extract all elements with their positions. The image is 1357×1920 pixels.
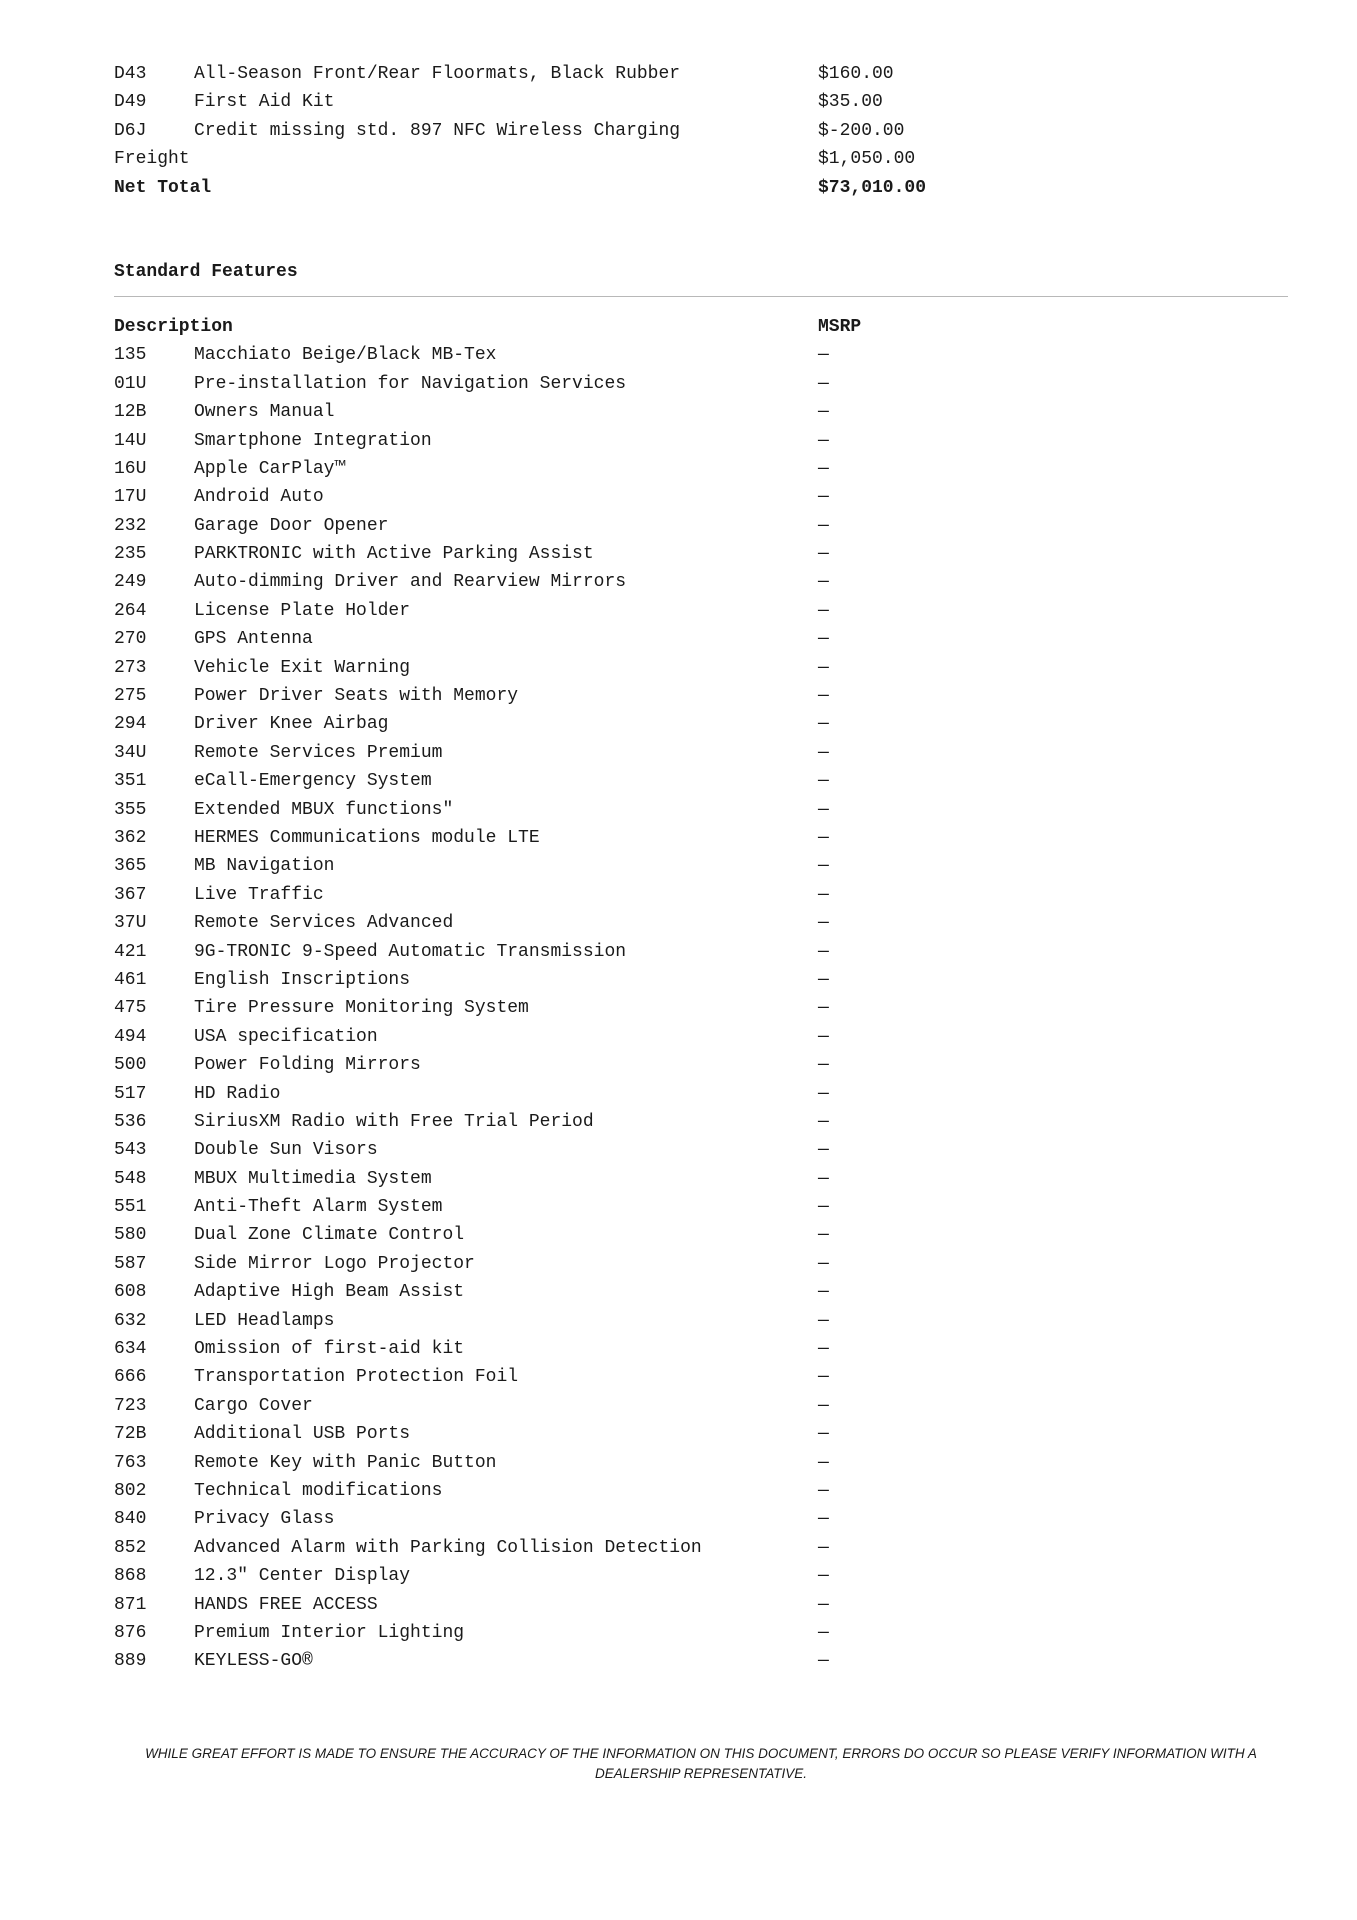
feature-code: 367 — [114, 884, 147, 905]
feature-code: 264 — [114, 600, 147, 621]
disclaimer: WHILE GREAT EFFORT IS MADE TO ENSURE THE ACCURACY OF THE INFORMATION ON THIS DOCUMENT, ERRORS DO OCCUR SO PLEASE VERIFY INFORMATION WITH A DEALERSHIP REPRESENTATIVE. — [145, 1746, 1257, 1781]
feature-msrp: — — [818, 742, 829, 763]
feature-description: Remote Services Premium — [194, 742, 443, 763]
freight-label: Freight — [114, 149, 190, 170]
feature-msrp: — — [818, 714, 829, 735]
feature-msrp: — — [818, 458, 829, 479]
feature-code: 548 — [114, 1168, 147, 1189]
feature-row — [114, 710, 1288, 738]
feature-row — [114, 370, 1288, 398]
feature-description: eCall-Emergency System — [194, 771, 432, 792]
feature-msrp: — — [818, 1055, 829, 1076]
feature-code: 362 — [114, 827, 147, 848]
feature-row — [114, 1619, 1288, 1647]
feature-description: Tire Pressure Monitoring System — [194, 998, 529, 1019]
feature-code: 14U — [114, 430, 147, 451]
feature-description: English Inscriptions — [194, 969, 411, 990]
feature-msrp: — — [818, 827, 829, 848]
option-row — [114, 117, 1288, 145]
net-total-value: $73,010.00 — [818, 177, 927, 198]
option-msrp: $160.00 — [818, 64, 894, 84]
feature-description: Premium Interior Lighting — [194, 1622, 465, 1643]
feature-msrp: — — [818, 1480, 829, 1501]
feature-code: 666 — [114, 1367, 147, 1388]
feature-code: 16U — [114, 458, 147, 479]
feature-row — [114, 739, 1288, 767]
feature-code: 868 — [114, 1566, 147, 1587]
feature-code: 365 — [114, 856, 147, 877]
feature-description: Double Sun Visors — [194, 1140, 378, 1161]
feature-msrp: — — [818, 430, 829, 451]
feature-description: Smartphone Integration — [194, 430, 432, 451]
feature-row — [114, 938, 1288, 966]
feature-row — [114, 427, 1288, 455]
feature-code: 249 — [114, 572, 147, 593]
feature-msrp: — — [818, 913, 829, 934]
feature-description: Pre-installation for Navigation Services — [194, 373, 627, 394]
feature-msrp: — — [818, 1509, 829, 1530]
feature-row — [114, 1307, 1288, 1335]
feature-msrp: — — [818, 629, 829, 650]
feature-description: Dual Zone Climate Control — [194, 1225, 465, 1246]
feature-description: MBUX Multimedia System — [194, 1168, 432, 1189]
feature-code: 37U — [114, 913, 147, 934]
freight-row — [114, 145, 1288, 173]
feature-code: 461 — [114, 969, 147, 990]
section-divider — [114, 296, 1288, 297]
feature-description: PARKTRONIC with Active Parking Assist — [194, 544, 594, 565]
feature-description: Macchiato Beige/Black MB-Tex — [194, 345, 497, 366]
feature-description: Extended MBUX functions" — [194, 799, 454, 820]
feature-description: Transportation Protection Foil — [194, 1367, 519, 1388]
feature-msrp: — — [818, 402, 829, 423]
feature-row — [114, 1136, 1288, 1164]
feature-msrp: — — [818, 1225, 829, 1246]
feature-description: Side Mirror Logo Projector — [194, 1253, 475, 1274]
feature-row — [114, 398, 1288, 426]
feature-description: 12.3" Center Display — [194, 1566, 411, 1587]
feature-code: 876 — [114, 1622, 147, 1643]
feature-msrp: — — [818, 544, 829, 565]
feature-msrp: — — [818, 1594, 829, 1615]
feature-description: Anti-Theft Alarm System — [194, 1197, 443, 1218]
feature-code: 517 — [114, 1083, 147, 1104]
feature-description: 9G-TRONIC 9-Speed Automatic Transmission — [194, 941, 627, 962]
feature-row — [114, 341, 1288, 369]
document-page — [114, 60, 1288, 1676]
feature-msrp: — — [818, 1253, 829, 1274]
net-total-label: Net Total — [114, 177, 212, 198]
feature-row — [114, 909, 1288, 937]
feature-row — [114, 1165, 1288, 1193]
feature-msrp: — — [818, 1395, 829, 1416]
feature-row — [114, 568, 1288, 596]
feature-description: Garage Door Opener — [194, 515, 389, 536]
feature-description: HD Radio — [194, 1083, 281, 1104]
feature-description: HERMES Communications module LTE — [194, 827, 540, 848]
feature-row — [114, 1221, 1288, 1249]
feature-row — [114, 455, 1288, 483]
feature-code: 235 — [114, 544, 147, 565]
column-header-msrp: MSRP — [818, 316, 862, 337]
feature-code: 634 — [114, 1339, 147, 1360]
option-row — [114, 88, 1288, 116]
feature-code: 12B — [114, 402, 147, 423]
feature-code: 763 — [114, 1452, 147, 1473]
feature-row — [114, 1505, 1288, 1533]
feature-row — [114, 852, 1288, 880]
option-code: D49 — [114, 92, 147, 113]
feature-row — [114, 1250, 1288, 1278]
option-code: D6J — [114, 120, 147, 141]
feature-code: 889 — [114, 1651, 147, 1672]
feature-row — [114, 824, 1288, 852]
option-msrp: $35.00 — [818, 92, 883, 113]
feature-msrp: — — [818, 998, 829, 1019]
option-code: D43 — [114, 64, 147, 84]
options-list — [114, 60, 1288, 202]
feature-description: Privacy Glass — [194, 1509, 335, 1530]
feature-msrp: — — [818, 1140, 829, 1161]
feature-msrp: — — [818, 373, 829, 394]
feature-code: 135 — [114, 345, 147, 366]
feature-row — [114, 1335, 1288, 1363]
feature-code: 34U — [114, 742, 147, 763]
feature-row — [114, 881, 1288, 909]
feature-code: 840 — [114, 1509, 147, 1530]
feature-description: Cargo Cover — [194, 1395, 313, 1416]
feature-row — [114, 1108, 1288, 1136]
feature-code: 723 — [114, 1395, 147, 1416]
feature-description: Owners Manual — [194, 402, 335, 423]
option-description: Credit missing std. 897 NFC Wireless Charging — [194, 120, 681, 141]
feature-msrp: — — [818, 1622, 829, 1643]
feature-description: License Plate Holder — [194, 600, 411, 621]
feature-msrp: — — [818, 487, 829, 508]
feature-row — [114, 512, 1288, 540]
feature-msrp: — — [818, 969, 829, 990]
feature-description: Remote Services Advanced — [194, 913, 454, 934]
feature-description: Omission of first-aid kit — [194, 1339, 465, 1360]
feature-msrp: — — [818, 1339, 829, 1360]
feature-msrp: — — [818, 1424, 829, 1445]
feature-row — [114, 682, 1288, 710]
feature-description: Power Driver Seats with Memory — [194, 686, 519, 707]
feature-msrp: — — [818, 1168, 829, 1189]
feature-code: 275 — [114, 686, 147, 707]
feature-msrp: — — [818, 771, 829, 792]
feature-msrp: — — [818, 884, 829, 905]
feature-description: KEYLESS-GO® — [194, 1651, 313, 1672]
feature-msrp: — — [818, 1083, 829, 1104]
feature-code: 273 — [114, 657, 147, 678]
feature-code: 01U — [114, 373, 147, 394]
feature-row — [114, 1477, 1288, 1505]
feature-description: USA specification — [194, 1026, 378, 1047]
feature-description: Technical modifications — [194, 1480, 443, 1501]
feature-row — [114, 1449, 1288, 1477]
feature-code: 270 — [114, 629, 147, 650]
feature-msrp: — — [818, 1282, 829, 1303]
feature-description: HANDS FREE ACCESS — [194, 1594, 378, 1615]
feature-description: LED Headlamps — [194, 1310, 335, 1331]
column-header-description: Description — [114, 316, 233, 337]
feature-row — [114, 540, 1288, 568]
feature-code: 543 — [114, 1140, 147, 1161]
option-msrp: $-200.00 — [818, 120, 905, 141]
feature-row — [114, 654, 1288, 682]
feature-row — [114, 966, 1288, 994]
feature-row — [114, 1591, 1288, 1619]
feature-code: 355 — [114, 799, 147, 820]
feature-msrp: — — [818, 1197, 829, 1218]
feature-msrp: — — [818, 600, 829, 621]
feature-msrp: — — [818, 572, 829, 593]
feature-code: 632 — [114, 1310, 147, 1331]
feature-description: MB Navigation — [194, 856, 335, 877]
feature-code: 500 — [114, 1055, 147, 1076]
feature-code: 580 — [114, 1225, 147, 1246]
feature-msrp: — — [818, 1026, 829, 1047]
net-total-row — [114, 174, 1288, 202]
feature-code: 351 — [114, 771, 147, 792]
feature-msrp: — — [818, 1111, 829, 1132]
feature-code: 232 — [114, 515, 147, 536]
feature-code: 551 — [114, 1197, 147, 1218]
feature-description: Android Auto — [194, 487, 324, 508]
feature-code: 72B — [114, 1424, 147, 1445]
feature-msrp: — — [818, 657, 829, 678]
feature-description: GPS Antenna — [194, 629, 313, 650]
freight-value: $1,050.00 — [818, 149, 916, 170]
feature-description: Apple CarPlay™ — [194, 458, 346, 479]
feature-msrp: — — [818, 799, 829, 820]
feature-msrp: — — [818, 515, 829, 536]
feature-row — [114, 1023, 1288, 1051]
features-table-header — [114, 313, 1288, 341]
feature-description: Auto-dimming Driver and Rearview Mirrors — [194, 572, 627, 593]
feature-row — [114, 1647, 1288, 1675]
feature-row — [114, 597, 1288, 625]
feature-code: 608 — [114, 1282, 147, 1303]
feature-description: Live Traffic — [194, 884, 324, 905]
feature-row — [114, 767, 1288, 795]
feature-msrp: — — [818, 686, 829, 707]
feature-row — [114, 796, 1288, 824]
feature-code: 17U — [114, 487, 147, 508]
feature-code: 871 — [114, 1594, 147, 1615]
feature-row — [114, 1363, 1288, 1391]
feature-row — [114, 1534, 1288, 1562]
feature-msrp: — — [818, 1651, 829, 1672]
feature-row — [114, 1392, 1288, 1420]
feature-row — [114, 1420, 1288, 1448]
feature-row — [114, 994, 1288, 1022]
feature-row — [114, 1562, 1288, 1590]
feature-code: 852 — [114, 1537, 147, 1558]
feature-row — [114, 1051, 1288, 1079]
feature-msrp: — — [818, 345, 829, 366]
feature-description: Remote Key with Panic Button — [194, 1452, 497, 1473]
feature-row — [114, 483, 1288, 511]
option-description: First Aid Kit — [194, 92, 335, 113]
feature-msrp: — — [818, 1566, 829, 1587]
feature-code: 587 — [114, 1253, 147, 1274]
option-description: All-Season Front/Rear Floormats, Black Rubber — [194, 64, 681, 84]
feature-msrp: — — [818, 941, 829, 962]
feature-description: SiriusXM Radio with Free Trial Period — [194, 1111, 594, 1132]
feature-msrp: — — [818, 856, 829, 877]
feature-description: Power Folding Mirrors — [194, 1055, 421, 1076]
feature-row — [114, 1080, 1288, 1108]
feature-description: Additional USB Ports — [194, 1424, 411, 1445]
feature-code: 475 — [114, 998, 147, 1019]
feature-code: 802 — [114, 1480, 147, 1501]
feature-code: 294 — [114, 714, 147, 735]
feature-description: Vehicle Exit Warning — [194, 657, 411, 678]
feature-row — [114, 1193, 1288, 1221]
feature-msrp: — — [818, 1367, 829, 1388]
feature-description: Adaptive High Beam Assist — [194, 1282, 465, 1303]
feature-row — [114, 625, 1288, 653]
feature-code: 536 — [114, 1111, 147, 1132]
feature-description: Advanced Alarm with Parking Collision Detection — [194, 1537, 702, 1558]
feature-description: Driver Knee Airbag — [194, 714, 389, 735]
feature-row — [114, 1278, 1288, 1306]
feature-msrp: — — [818, 1310, 829, 1331]
standard-features-title: Standard Features — [114, 261, 298, 282]
option-row — [114, 60, 1288, 88]
feature-code: 421 — [114, 941, 147, 962]
features-list — [114, 341, 1288, 1675]
feature-code: 494 — [114, 1026, 147, 1047]
feature-msrp: — — [818, 1452, 829, 1473]
feature-msrp: — — [818, 1537, 829, 1558]
